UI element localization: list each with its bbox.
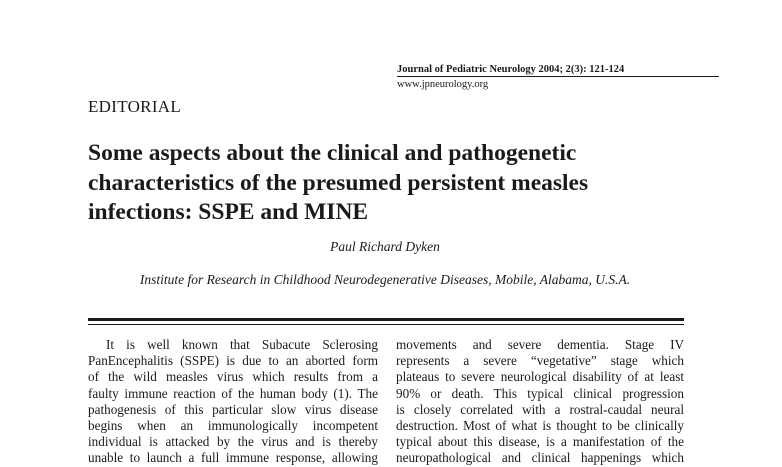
author-affiliation: Institute for Research in Childhood Neurodegenerative Diseases, Mobile, Alabama, U.S.A. (139, 272, 631, 287)
body-line: neuropathological and clinical happenings which (396, 450, 684, 466)
divider-thick (88, 318, 684, 321)
body-line: PanEncephalitis (SSPE) is due to an aborted form (88, 353, 378, 369)
body-line: typical about this disease, is a manifestation of the (396, 434, 684, 450)
journal-header (397, 63, 719, 91)
body-line: faulty immune reaction of the human body (1). The (88, 385, 378, 401)
body-column-left (88, 337, 378, 467)
author-name: Paul Richard Dyken (330, 239, 440, 254)
body-line: is closely correlated with a rostral-caudal neural (396, 401, 684, 417)
article-title (88, 139, 708, 228)
body-line: begins when an immunologically incompetent (88, 417, 378, 433)
body-line: movements and severe dementia. Stage IV (396, 337, 684, 352)
section-label: EDITORIAL (88, 97, 182, 116)
body-column-right (396, 337, 684, 467)
title-line: Some aspects about the clinical and pathogenetic (88, 140, 577, 166)
journal-citation: Journal of Pediatric Neurology 2004; 2(3): 121-124 (397, 63, 719, 77)
body-line: represents a severe “vegetative” stage which (396, 353, 684, 369)
body-line: pathogenesis of this particular slow virus disease (88, 401, 378, 417)
title-line: infections: SSPE and MINE (88, 199, 369, 225)
divider-thin (88, 324, 684, 325)
body-line: It is well known that Subacute Sclerosing (106, 337, 378, 352)
body-line: plateaus to severe neurological disability of at least (396, 369, 684, 385)
body-line: destruction. Most of what is thought to be clinically (396, 417, 684, 433)
body-line: unable to launch a full immune response, allowing (88, 450, 378, 466)
body-line: of the wild measles virus which results from a (88, 369, 378, 385)
body-line: 90% or death. This typical clinical progression (396, 385, 684, 401)
journal-url[interactable]: www.jpneurology.org (397, 79, 489, 90)
title-line: characteristics of the presumed persistent measles (88, 169, 589, 196)
body-line: individual is attacked by the virus and is thereby (88, 434, 378, 450)
